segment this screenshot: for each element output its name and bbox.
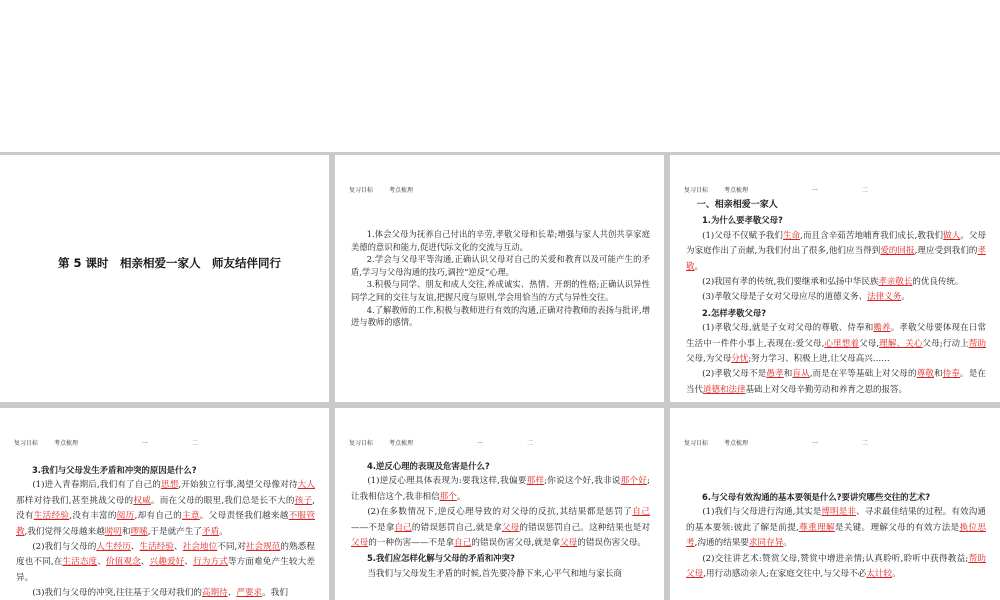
rebellion-text	[351, 459, 650, 582]
nav-section-two[interactable]: 二	[191, 440, 198, 447]
section-heading: 一、相亲相爱一家人	[696, 200, 778, 210]
slide-5[interactable]	[335, 408, 664, 600]
goal-item: 2.学会与父母平等沟通,正确认识父母对自己的关爱和教育以及可能产生的矛盾,学习与父母沟通的技巧,调控“逆反”心理。	[351, 254, 650, 277]
goals-text	[351, 228, 650, 329]
communication-text	[686, 490, 986, 582]
answer-paragraph: 当我们与父母发生矛盾的时候,首先要冷静下来,心平气和地与家长商	[367, 568, 623, 579]
answer-paragraph: (2)交往讲艺术:赞赏父母,赞赏中增进亲情;认真聆听,聆听中获得教益;帮助父母,用行动感动亲人;在家庭交往中,与父母不必太计较。	[686, 553, 986, 580]
nav-review-goals[interactable]: 复习目标	[349, 187, 374, 194]
slide-6[interactable]	[670, 408, 1000, 600]
question-heading: 5.我们应怎样化解与父母的矛盾和冲突?	[366, 553, 515, 564]
slide-header	[14, 438, 212, 447]
slide-3[interactable]	[670, 155, 1000, 402]
answer-paragraph: (2)孝敬父母不是愚孝和盲从,而是在平等基础上对父母的尊敬和侍奉。是在当代道德和法律基础上对父母辛勤劳动和养育之恩的报答。	[686, 369, 986, 395]
nav-review-goals[interactable]: 复习目标	[684, 187, 709, 194]
nav-section-one[interactable]: 一	[476, 440, 483, 447]
slide-1[interactable]	[0, 155, 329, 402]
answer-paragraph: (1)我们与父母进行沟通,其实是博明是非、寻求最佳结果的过程。有效沟通的基本要领:彼此了解是前提,尊重理解是关键。理解父母的有效方法是换位思考,沟通的结果要求同存异。	[686, 507, 986, 549]
answer-paragraph: (1)进入青春期后,我们有了自己的思想,开始独立行事,渴望父母像对待大人那样对待我们,甚至挑战父母的权威。而在父母的眼里,我们总是长不大的孩子,没有生活经验,没有丰富的阅历,却有自己的主意。父母责怪我们越来越不服管教,我们觉得父母越来越唠叨和啰嗦,于是就产生了矛盾。	[16, 480, 316, 537]
answer-paragraph: (3)孝敬父母是子女对父母应尽的道德义务、法律义务。	[702, 292, 910, 303]
answer-paragraph: (1)逆反心理具体表现为:要我这样,我偏要那样;你说这个好,我非说那个好;让我相信这个,我非相信那个。	[351, 476, 650, 502]
question-heading: 1.为什么要孝敬父母?	[701, 215, 783, 226]
nav-review-goals[interactable]: 复习目标	[14, 440, 39, 447]
nav-section-one[interactable]: 一	[141, 440, 148, 447]
nav-key-points[interactable]: 考点梳理	[723, 440, 748, 447]
lesson-title: 第 5 课时 相亲相爱一家人 师友结伴同行	[58, 256, 282, 270]
slide-header	[684, 185, 882, 194]
answer-paragraph: (3)我们与父母的冲突,往往基于父母对我们的高期待、严要求。我们	[32, 588, 288, 599]
section-one-text	[686, 198, 986, 398]
nav-key-points[interactable]: 考点梳理	[723, 187, 748, 194]
answer-paragraph: (1)孝敬父母,就是子女对父母的尊敬、侍奉和赡养。孝敬父母要体现在日常生活中一件件小事上,表现在:爱父母,心里想着父母,理解、关心父母;行动上帮助父母,为父母分忧;努力学习、积极上进,让父母高兴……	[686, 323, 986, 365]
goal-item: 1.体会父母为抚养自己付出的辛劳,孝敬父母和长辈;增强与家人共创共享家庭美德的意识和能力,促进代际文化的交流与互动。	[351, 229, 650, 252]
nav-review-goals[interactable]: 复习目标	[684, 440, 709, 447]
question-heading: 6.与父母有效沟通的基本要领是什么?要讲究哪些交往的艺术?	[701, 492, 931, 502]
goal-item: 4.了解教师的工作,积极与教师进行有效的沟通,正确对待教师的表扬与批评,增进与教师的感情。	[351, 304, 650, 328]
answer-paragraph: (1)父母不仅赋予我们生命,而且含辛茹苦地哺育我们成长,教我们做人。父母为家庭作出了贡献,为我们付出了很多,他们应当得到爱的回报,理应受到我们的孝敬。	[686, 230, 986, 272]
answer-paragraph: (2)我们与父母的人生经历、生活经验、社会地位不同,对社会规范的熟悉程度也不同,在生活态度、价值观念、兴趣爱好、行为方式等方面难免产生较大差异。	[16, 542, 315, 583]
answer-paragraph: (2)在多数情况下,逆反心理导致的对父母的反抗,其结果都是惩罚了自己——不是拿自己的错误惩罚自己,就是拿父母的错误惩罚自己。这种结果也是对父母的一种伤害——不是拿自己的错误伤害父母,就是拿父母的错误伤害父母。	[351, 507, 650, 549]
question-heading: 4.逆反心理的表现及危害是什么?	[366, 461, 490, 471]
nav-key-points[interactable]: 考点梳理	[388, 187, 413, 194]
slide-4[interactable]	[0, 408, 329, 600]
nav-review-goals[interactable]: 复习目标	[349, 440, 374, 447]
nav-key-points[interactable]: 考点梳理	[388, 440, 413, 447]
nav-section-two[interactable]: 二	[861, 187, 868, 194]
nav-section-two[interactable]: 二	[526, 440, 533, 447]
goal-item: 3.积极与同学、朋友和成人交往,养成诚实、热情、开朗的性格;正确认识异性同学之间的交往与友谊,把握尺度与原则,学会用恰当的方式与异性交往。	[351, 279, 650, 302]
question-heading: 3.我们与父母发生矛盾和冲突的原因是什么?	[31, 465, 197, 475]
nav-section-two[interactable]: 二	[861, 440, 868, 447]
slide-header	[349, 438, 547, 447]
conflict-causes-text	[16, 463, 315, 600]
nav-section-one[interactable]: 一	[811, 187, 818, 194]
slide-header	[349, 185, 427, 194]
nav-key-points[interactable]: 考点梳理	[53, 440, 78, 447]
slide-header	[684, 438, 882, 447]
nav-section-one[interactable]: 一	[811, 440, 818, 447]
top-blank-area	[0, 0, 1000, 152]
question-heading: 2.怎样孝敬父母?	[701, 307, 767, 318]
answer-paragraph: (2)我国有孝的传统,我们要继承和弘扬中华民族孝亲敬长的优良传统。	[702, 277, 964, 288]
slide-2[interactable]	[335, 155, 664, 402]
